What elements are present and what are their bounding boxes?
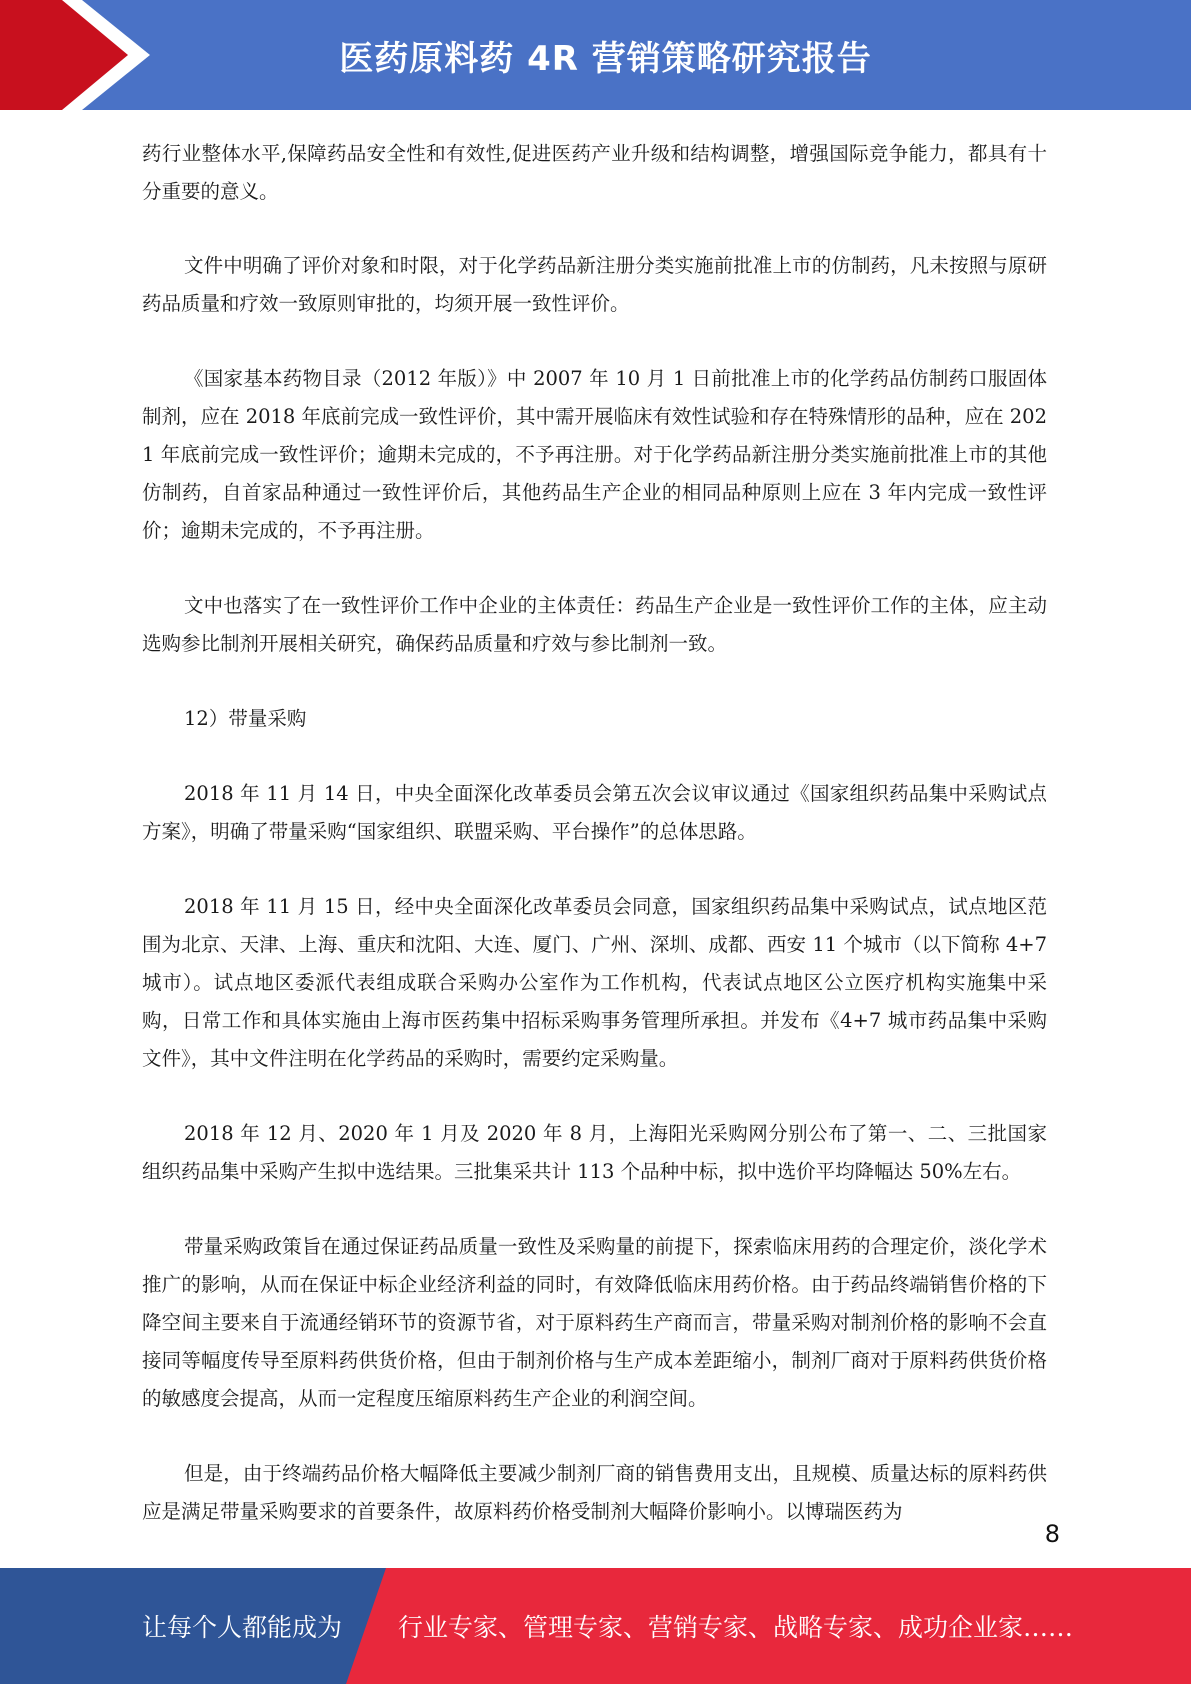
paragraph: 2018 年 11 月 14 日，中央全面深化改革委员会第五次会议审议通过《国家组织药品集中采购试点方案》，明确了带量采购“国家组织、联盟采购、平台操作”的总体思路。 [142, 782, 1047, 843]
section-heading: 12）带量采购 [184, 707, 307, 730]
paragraph: 2018 年 11 月 15 日，经中央全面深化改革委员会同意，国家组织药品集中采购试点，试点地区范围为北京、天津、上海、重庆和沈阳、大连、厦门、广州、深圳、成都、西安 11 个城市（以下简称 4+7 城市）。试点地区委派代表组成联合采购办公室作为工作机构，代表试点地区公立医疗机构实施集中采购，日常工作和具体实施由上海市医药集中招标采购事务管理所承担。并发布《4+7 城市药品集中采购文件》，其中文件注明在化学药品的采购时，需要约定采购量。 [142, 895, 1047, 1070]
paragraph: 2018 年 12 月、2020 年 1 月及 2020 年 8 月，上海阳光采购网分别公布了第一、二、三批国家组织药品集中采购产生拟中选结果。三批集采共计 113 个品种中标，拟中选价平均降幅达 50%左右。 [142, 1122, 1047, 1183]
paragraph: 带量采购政策旨在通过保证药品质量一致性及采购量的前提下，探索临床用药的合理定价，淡化学术推广的影响，从而在保证中标企业经济利益的同时，有效降低临床用药价格。由于药品终端销售价格的下降空间主要来自于流通经销环节的资源节省，对于原料药生产商而言，带量采购对制剂价格的影响不会直接同等幅度传导至原料药供货价格，但由于制剂价格与生产成本差距缩小，制剂厂商对于原料药供货价格的敏感度会提高，从而一定程度压缩原料药生产企业的利润空间。 [142, 1235, 1047, 1410]
report-title: 医药原料药 4R 营销策略研究报告 [339, 38, 872, 79]
page-number: 8 [1044, 1520, 1060, 1548]
paragraph: 《国家基本药物目录（2012 年版）》中 2007 年 10 月 1 日前批准上市的化学药品仿制药口服固体制剂，应在 2018 年底前完成一致性评价，其中需开展临床有效性试验和存在特殊情形的品种，应在 2021 年底前完成一致性评价；逾期未完成的，不予再注册。对于化学药品新注册分类实施前批准上市的其他仿制药，自首家品种通过一致性评价后，其他药品生产企业的相同品种原则上应在 3 年内完成一致性评价；逾期未完成的，不予再注册。 [142, 367, 1047, 542]
paragraph: 但是，由于终端药品价格大幅降低主要减少制剂厂商的销售费用支出，且规模、质量达标的原料药供应是满足带量采购要求的首要条件，故原料药价格受制剂大幅降价影响小。以博瑞医药为 [142, 1462, 1047, 1523]
header-band [0, 0, 1191, 110]
footer-band [0, 1568, 1191, 1684]
document-body [142, 135, 1047, 1568]
paragraph: 文件中明确了评价对象和时限，对于化学药品新注册分类实施前批准上市的仿制药，凡未按照与原研药品质量和疗效一致原则审批的，均须开展一致性评价。 [142, 254, 1047, 315]
footer-slogan-right: 行业专家、管理专家、营销专家、战略专家、成功企业家…… [398, 1613, 1074, 1642]
paragraph: 文中也落实了在一致性评价工作中企业的主体责任：药品生产企业是一致性评价工作的主体，应主动选购参比制剂开展相关研究，确保药品质量和疗效与参比制剂一致。 [142, 594, 1047, 655]
paragraph: 药行业整体水平,保障药品安全性和有效性,促进医药产业升级和结构调整，增强国际竞争能力，都具有十分重要的意义。 [142, 142, 1047, 203]
footer-slogan-left: 让每个人都能成为 [142, 1613, 343, 1642]
